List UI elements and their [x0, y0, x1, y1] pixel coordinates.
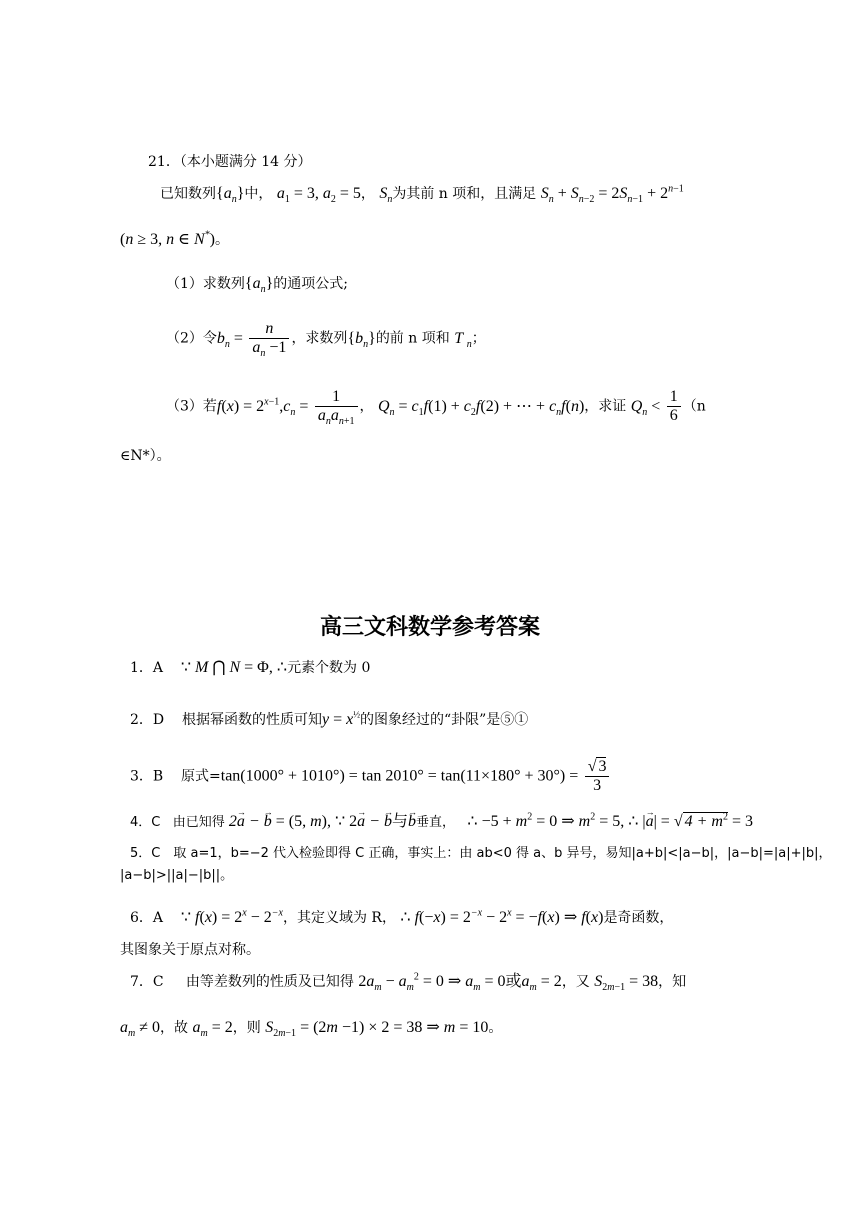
- index-range: (n ≥ 3, n ∈ N*)。: [120, 229, 229, 248]
- question-intro: 已知数列$\{a_n\}$中， $a_1 = 3$, $a_2 = 5$， $S_n$为其前 n 项和，且满足 $S_n + S_{n-2} = 2S_{n-1} + 2^{n-1}$: [160, 183, 684, 206]
- answer-2: 2．D 根据幂函数的性质可知$y = x^{\frac{1}{2}}$的图象经过的“卦限”是⑤①: [130, 709, 529, 728]
- answer-7-line-2: $a_m \ne 0$，故 $a_m = 2$，则 $S_{2m-1} = (2m -1) \times 2 = 38$ ⇒ m = 10。: [120, 1019, 503, 1040]
- part-2: （2）令$b_n$ = $\frac{n}{a_n -1}$ ，求数列$\{b_n\}$的前 n 项和 T $_n$；: [166, 320, 486, 360]
- answer-3: 3．B 原式=tan(1000° + 1010°) = tan 2010° = tan(11×180° + 30°) = $\frac{√ 3}{3}$: [130, 758, 611, 795]
- cn-fraction: $\frac{1}{a_na_{n+1}}$: [315, 388, 358, 425]
- answer-5-line-1: 5．C 取 a=1，b=−2 代入检验即得 C 正确，事实上：由 ab<0 得 a、b 异号，易知|a+b|<|a−b|，|a−b|=|a|+|b|，: [130, 846, 832, 861]
- given-values: $a_1 = 3$, $a_2 = 5$: [276, 185, 361, 206]
- answer-4: 4．C 由已知得 2→ a − → b = (5, m), ∵ 2→ a − → b与→ b垂直， ∴ $-5 + m^2 = 0$ ⇒ $m^2 = 5$, ∴ |→ a| = √ $4 + m^2 = 3$: [130, 812, 753, 833]
- answers-title: 高三文科数学参考答案: [319, 615, 540, 640]
- answer-6: 6．A ∵ $f(x) = 2^x - 2^{-x}$，其定义域为 R， ∴ $f(-x) = 2^{-x} - 2^x = -f(x)$ ⇒ f(x)是奇函数，: [130, 907, 674, 926]
- answer-7: 7．C 由等差数列的性质及已知得 $2a_m - a_m^2 = 0$ ⇒ $a_m = 0$或$a_m = 2$，又 $S_{2m-1} = 38$，知: [130, 971, 687, 994]
- answer-5-line-2: |a−b|>||a|−|b||。: [120, 868, 234, 883]
- answer-6-line-2: 其图象关于原点对称。: [120, 942, 260, 958]
- part-3-end: ∈N*）。: [120, 448, 171, 464]
- question-header: 21．（本小题满分 14 分）: [148, 154, 312, 170]
- part-3: （3）若$f(x) = 2^{x-1},c_n$ = $\frac{1}{a_na_{n+1}}$ ， $Q_n = c_1f(1) + c_2f(2)$ + ⋯ + $c_nf(n)$，求证 $Q_n$ < $\frac{1}{6}$ （n: [166, 388, 706, 428]
- sqrt3-over-3: $\frac{√ 3}{3}$: [585, 758, 610, 795]
- bn-fraction: $\frac{n}{a_n -1}$: [249, 320, 289, 357]
- answer-1: 1．A ∵ M ⋂ N = Φ, ∴元素个数为 0: [130, 659, 371, 676]
- one-sixth-fraction: $\frac{1}{6}$: [667, 388, 681, 425]
- part-1: （1）求数列$\{a_n\}$的通项公式;: [166, 275, 349, 296]
- recurrence-condition: $S_n + S_{n-2} = 2S_{n-1} + 2^{n-1}$: [540, 183, 684, 206]
